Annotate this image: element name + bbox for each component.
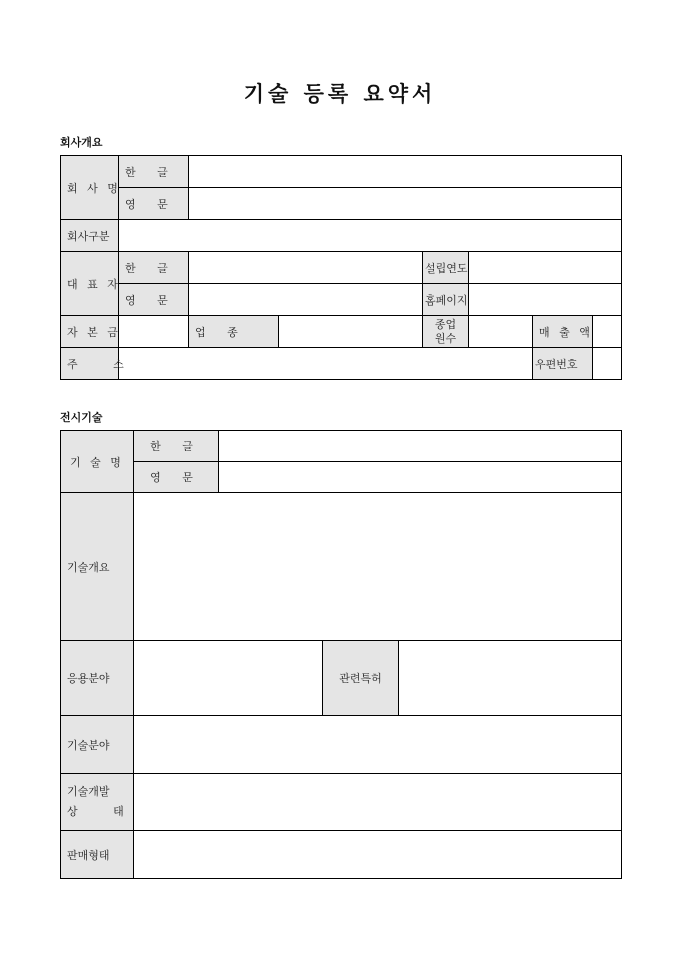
employees-label: 종업 원수 [423,316,469,348]
homepage-field[interactable] [469,284,622,316]
zip-code-label: 우편번호 [533,348,593,380]
industry-field[interactable] [279,316,423,348]
company-name-korean-label: 한 글 [119,156,189,188]
section-company-overview: 회사개요 [60,136,103,149]
sales-label: 매 출 액 [533,316,593,348]
document-title: 기술 등록 요약서 [243,81,437,106]
dev-status-field[interactable] [134,774,622,831]
tech-field-value[interactable] [134,716,622,774]
address-label: 주 소 [61,348,119,380]
tech-name-label: 기 술 명 [61,431,134,493]
tech-name-korean-label: 한 글 [134,431,219,462]
dev-status-label: 기술개발 상 태 [61,774,134,831]
company-name-english-field[interactable] [189,188,622,220]
application-field-label: 응용분야 [61,641,134,716]
representative-korean-field[interactable] [189,252,423,284]
address-field[interactable] [119,348,533,380]
tech-overview-label: 기술개요 [61,493,134,641]
representative-label: 대 표 자 [61,252,119,316]
company-type-field[interactable] [119,220,622,252]
tech-overview-field[interactable] [134,493,622,641]
company-overview-table [60,155,622,380]
company-name-english-label: 영 문 [119,188,189,220]
section-exhibition-tech: 전시기술 [60,411,103,424]
capital-field[interactable] [119,316,189,348]
application-field-value[interactable] [134,641,323,716]
company-name-label: 회 사 명 [61,156,119,220]
exhibition-tech-table [60,430,622,879]
representative-korean-label: 한 글 [119,252,189,284]
industry-label: 업 종 [189,316,279,348]
capital-label: 자 본 금 [61,316,119,348]
company-type-label: 회사구분 [61,220,119,252]
tech-name-english-label: 영 문 [134,462,219,493]
representative-english-field[interactable] [189,284,423,316]
representative-english-label: 영 문 [119,284,189,316]
tech-name-korean-field[interactable] [219,431,622,462]
related-patent-field[interactable] [399,641,622,716]
homepage-label: 홈페이지 [423,284,469,316]
sales-type-label: 판매형태 [61,831,134,879]
employees-field[interactable] [469,316,533,348]
tech-field-label: 기술분야 [61,716,134,774]
zip-code-field[interactable] [593,348,622,380]
related-patent-label: 관련특허 [323,641,399,716]
founded-year-field[interactable] [469,252,622,284]
tech-name-english-field[interactable] [219,462,622,493]
sales-type-field[interactable] [134,831,622,879]
sales-field[interactable] [593,316,622,348]
company-name-korean-field[interactable] [189,156,622,188]
founded-year-label: 설립연도 [423,252,469,284]
